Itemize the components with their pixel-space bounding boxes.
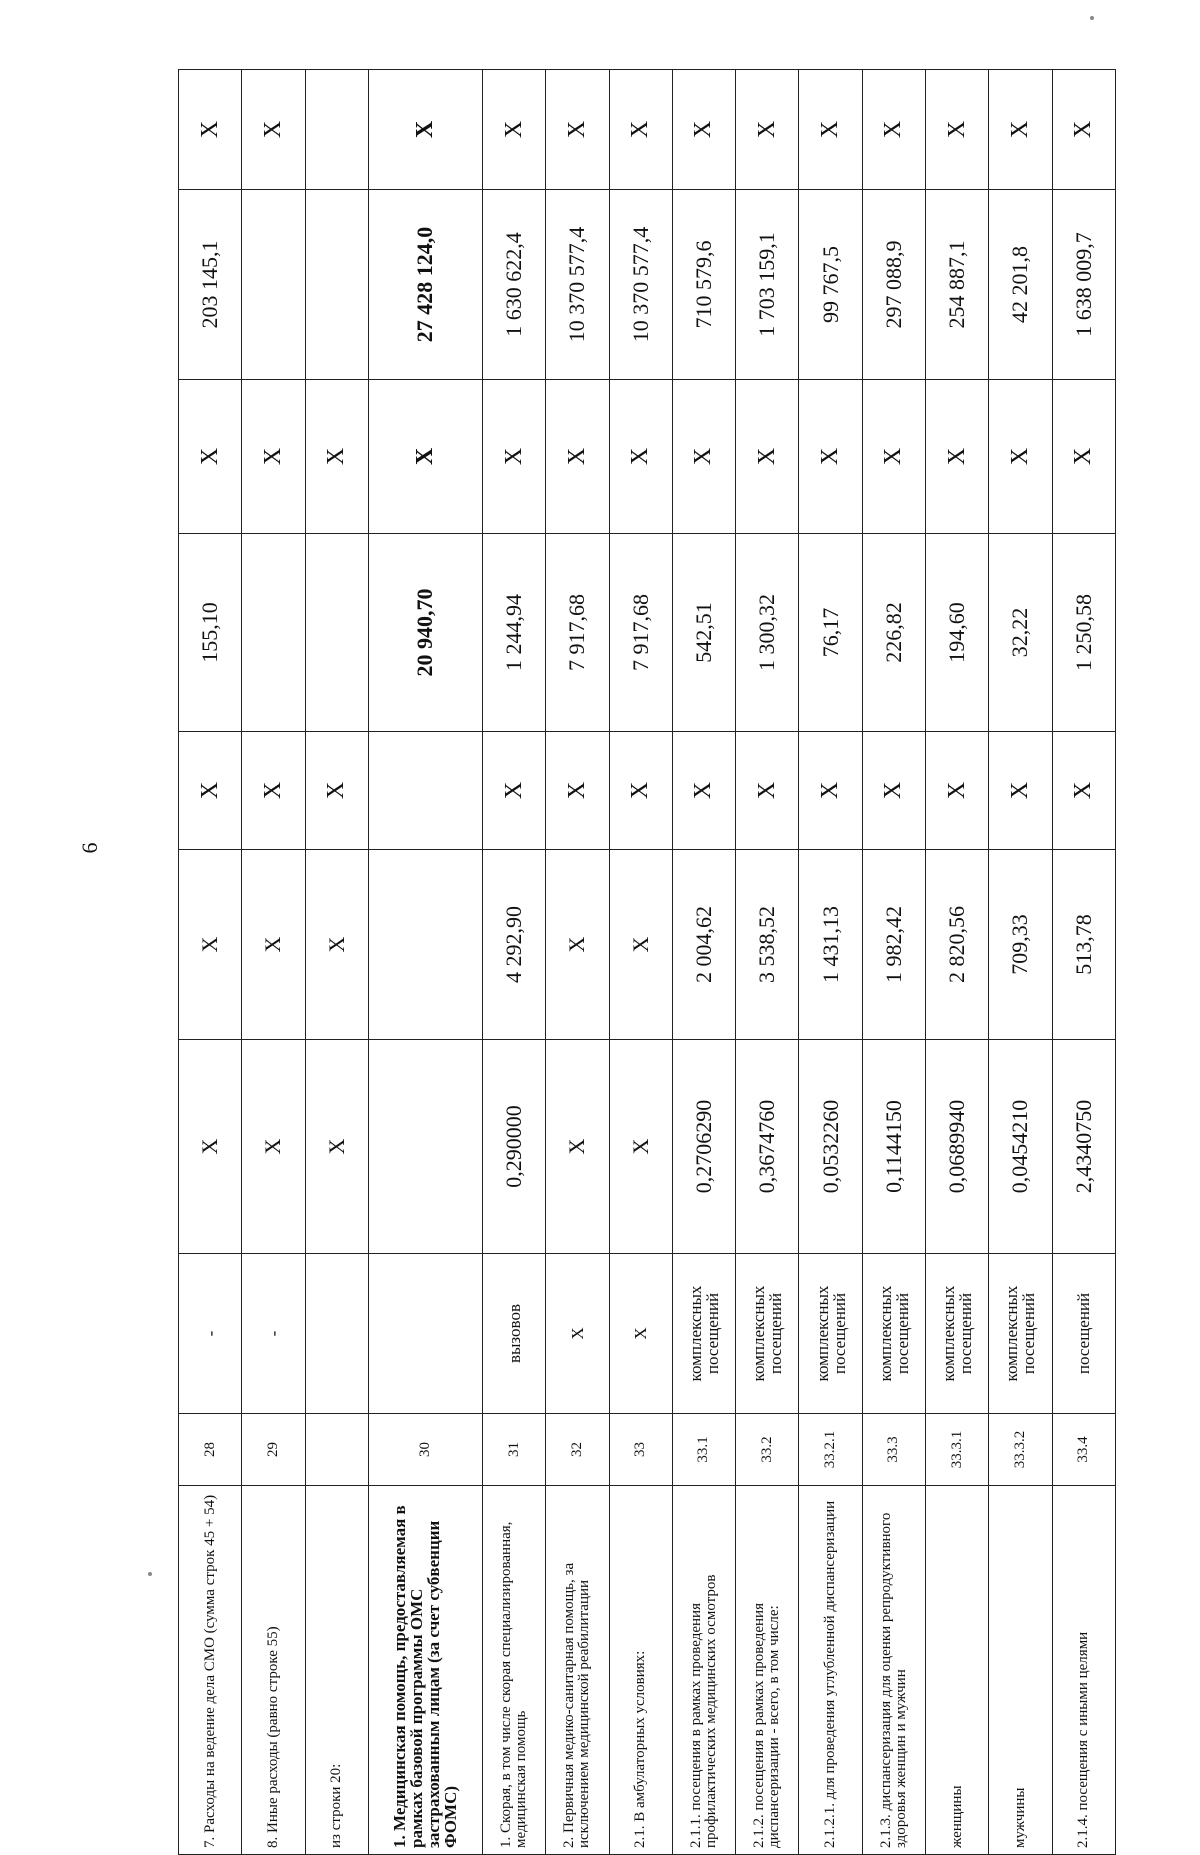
table-row — [483, 70, 546, 1855]
cell-x: X — [242, 380, 305, 534]
volume-per-person: X — [609, 1040, 672, 1254]
table-row — [368, 70, 482, 1855]
table-row — [672, 70, 735, 1855]
unit-of-measure: посещений — [1052, 1254, 1115, 1414]
row-line-number: 33.3 — [862, 1414, 925, 1486]
total-amount: 254 887,1 — [925, 190, 988, 380]
total-amount: 1 638 009,7 — [1052, 190, 1115, 380]
unit-of-measure: комплексных посещений — [736, 1254, 799, 1414]
volume-per-person: X — [179, 1040, 242, 1254]
row-name: женщины — [925, 1486, 988, 1855]
cost-per-unit: X — [546, 850, 609, 1040]
cost-per-unit: 4 292,90 — [483, 850, 546, 1040]
row-name: 2.1. В амбулаторных условиях: — [609, 1486, 672, 1855]
per-capita-norm: 1 244,94 — [483, 534, 546, 732]
volume-per-person: 0,3674760 — [736, 1040, 799, 1254]
table-row — [925, 70, 988, 1855]
total-amount: 99 767,5 — [799, 190, 862, 380]
cell-x: X — [1052, 380, 1115, 534]
cell-x: X — [609, 732, 672, 850]
cell-x: X — [368, 70, 482, 190]
cell-x: X — [672, 380, 735, 534]
unit-of-measure: - — [242, 1254, 305, 1414]
cost-per-unit — [368, 850, 482, 1040]
unit-of-measure: комплексных посещений — [925, 1254, 988, 1414]
cell-x: X — [862, 70, 925, 190]
per-capita-norm: 32,22 — [989, 534, 1052, 732]
table-row — [799, 70, 862, 1855]
cell-x: X — [609, 70, 672, 190]
scan-speck — [1090, 16, 1094, 20]
unit-of-measure: комплексных посещений — [672, 1254, 735, 1414]
cell-x — [368, 732, 482, 850]
table-row — [862, 70, 925, 1855]
cell-x: X — [483, 70, 546, 190]
volume-per-person: 0,0454210 — [989, 1040, 1052, 1254]
table-row — [989, 70, 1052, 1855]
cell-x: X — [1052, 732, 1115, 850]
volume-per-person: X — [305, 1040, 368, 1254]
table-row — [1052, 70, 1115, 1855]
volume-per-person: 0,2706290 — [672, 1040, 735, 1254]
row-name: 2.1.4. посещения с иными целями — [1052, 1486, 1115, 1855]
cell-x: X — [179, 70, 242, 190]
cell-x: X — [989, 70, 1052, 190]
row-line-number: 28 — [179, 1414, 242, 1486]
cell-x: X — [1052, 70, 1115, 190]
cell-x: X — [672, 70, 735, 190]
financing-table — [178, 69, 1116, 1855]
cost-per-unit: 3 538,52 — [736, 850, 799, 1040]
cell-x: X — [799, 732, 862, 850]
row-line-number: 33 — [609, 1414, 672, 1486]
total-amount: 42 201,8 — [989, 190, 1052, 380]
volume-per-person: 0,0532260 — [799, 1040, 862, 1254]
per-capita-norm — [305, 534, 368, 732]
cost-per-unit: 513,78 — [1052, 850, 1115, 1040]
cell-x: X — [862, 732, 925, 850]
row-line-number: 29 — [242, 1414, 305, 1486]
volume-per-person: 0,0689940 — [925, 1040, 988, 1254]
total-amount: 203 145,1 — [179, 190, 242, 380]
cell-x: X — [609, 380, 672, 534]
per-capita-norm: 542,51 — [672, 534, 735, 732]
cell-x: X — [483, 732, 546, 850]
row-name: мужчины — [989, 1486, 1052, 1855]
total-amount — [242, 190, 305, 380]
total-amount: 297 088,9 — [862, 190, 925, 380]
unit-of-measure: комплексных посещений — [862, 1254, 925, 1414]
total-amount: 10 370 577,4 — [546, 190, 609, 380]
unit-of-measure: X — [609, 1254, 672, 1414]
row-line-number: 33.3.2 — [989, 1414, 1052, 1486]
unit-of-measure: X — [546, 1254, 609, 1414]
cell-x: X — [546, 380, 609, 534]
cell-x: X — [546, 732, 609, 850]
per-capita-norm: 194,60 — [925, 534, 988, 732]
cell-x: X — [862, 380, 925, 534]
cell-x: X — [242, 732, 305, 850]
row-line-number: 33.3.1 — [925, 1414, 988, 1486]
row-name: 8. Иные расходы (равно строке 55) — [242, 1486, 305, 1855]
total-amount — [305, 190, 368, 380]
row-name: 1. Скорая, в том числе скорая специализированная, медицинская помощь — [483, 1486, 546, 1855]
per-capita-norm: 7 917,68 — [546, 534, 609, 732]
cell-x: X — [483, 380, 546, 534]
cost-per-unit: 709,33 — [989, 850, 1052, 1040]
per-capita-norm: 1 300,32 — [736, 534, 799, 732]
row-line-number — [305, 1414, 368, 1486]
cell-x: X — [305, 380, 368, 534]
unit-of-measure — [305, 1254, 368, 1414]
cell-x — [305, 70, 368, 190]
cell-x: X — [305, 732, 368, 850]
table-row — [736, 70, 799, 1855]
table-row — [609, 70, 672, 1855]
cost-per-unit: X — [179, 850, 242, 1040]
cost-per-unit: 1 982,42 — [862, 850, 925, 1040]
table-row — [179, 70, 242, 1855]
cost-per-unit: X — [609, 850, 672, 1040]
cost-per-unit: X — [305, 850, 368, 1040]
unit-of-measure: комплексных посещений — [799, 1254, 862, 1414]
volume-per-person: 0,1144150 — [862, 1040, 925, 1254]
table-row — [242, 70, 305, 1855]
row-name: 7. Расходы на ведение дела СМО (сумма строк 45 + 54) — [179, 1486, 242, 1855]
cell-x: X — [368, 380, 482, 534]
cell-x: X — [736, 70, 799, 190]
row-line-number: 30 — [368, 1414, 482, 1486]
volume-per-person: X — [242, 1040, 305, 1254]
volume-per-person: X — [546, 1040, 609, 1254]
cost-per-unit: 2 004,62 — [672, 850, 735, 1040]
cell-x: X — [736, 380, 799, 534]
row-line-number: 31 — [483, 1414, 546, 1486]
per-capita-norm: 7 917,68 — [609, 534, 672, 732]
per-capita-norm: 155,10 — [179, 534, 242, 732]
cost-per-unit: X — [242, 850, 305, 1040]
row-name: 2.1.2.1. для проведения углубленной диспансеризации — [799, 1486, 862, 1855]
unit-of-measure: вызовов — [483, 1254, 546, 1414]
volume-per-person — [368, 1040, 482, 1254]
total-amount: 10 370 577,4 — [609, 190, 672, 380]
cell-x: X — [925, 70, 988, 190]
cell-x: X — [989, 732, 1052, 850]
cell-x: X — [925, 732, 988, 850]
cell-x: X — [736, 732, 799, 850]
volume-per-person: 2,4340750 — [1052, 1040, 1115, 1254]
rotated-table-container — [178, 70, 1116, 1855]
cell-x: X — [242, 70, 305, 190]
row-line-number: 32 — [546, 1414, 609, 1486]
cell-x: X — [799, 70, 862, 190]
cell-x: X — [925, 380, 988, 534]
total-amount: 710 579,6 — [672, 190, 735, 380]
per-capita-norm: 76,17 — [799, 534, 862, 732]
page-number: 6 — [77, 842, 102, 854]
row-line-number: 33.2 — [736, 1414, 799, 1486]
total-amount: 1 630 622,4 — [483, 190, 546, 380]
table-row — [546, 70, 609, 1855]
unit-of-measure — [368, 1254, 482, 1414]
table-row — [305, 70, 368, 1855]
unit-of-measure: комплексных посещений — [989, 1254, 1052, 1414]
unit-of-measure: - — [179, 1254, 242, 1414]
row-name: 1. Медицинская помощь, предоставляемая в рамках базовой программы ОМС застрахованным лицам (за счет субвенции ФОМС) — [368, 1486, 482, 1855]
cost-per-unit: 2 820,56 — [925, 850, 988, 1040]
volume-per-person: 0,290000 — [483, 1040, 546, 1254]
row-name: 2.1.1. посещения в рамках проведения профилактических медицинских осмотров — [672, 1486, 735, 1855]
row-line-number: 33.4 — [1052, 1414, 1115, 1486]
per-capita-norm — [242, 534, 305, 732]
scan-speck — [148, 1572, 152, 1576]
cell-x: X — [672, 732, 735, 850]
row-line-number: 33.1 — [672, 1414, 735, 1486]
row-name: 2. Первичная медико-санитарная помощь, за исключением медицинской реабилитации — [546, 1486, 609, 1855]
per-capita-norm: 20 940,70 — [368, 534, 482, 732]
row-name: 2.1.3. диспансеризация для оценки репродуктивного здоровья женщин и мужчин — [862, 1486, 925, 1855]
cell-x: X — [989, 380, 1052, 534]
cell-x: X — [546, 70, 609, 190]
total-amount: 27 428 124,0 — [368, 190, 482, 380]
row-name: из строки 20: — [305, 1486, 368, 1855]
per-capita-norm: 226,82 — [862, 534, 925, 732]
total-amount: 1 703 159,1 — [736, 190, 799, 380]
cell-x: X — [179, 732, 242, 850]
cell-x: X — [179, 380, 242, 534]
per-capita-norm: 1 250,58 — [1052, 534, 1115, 732]
cell-x: X — [799, 380, 862, 534]
row-line-number: 33.2.1 — [799, 1414, 862, 1486]
row-name: 2.1.2. посещения в рамках проведения диспансеризации - всего, в том числе: — [736, 1486, 799, 1855]
cost-per-unit: 1 431,13 — [799, 850, 862, 1040]
